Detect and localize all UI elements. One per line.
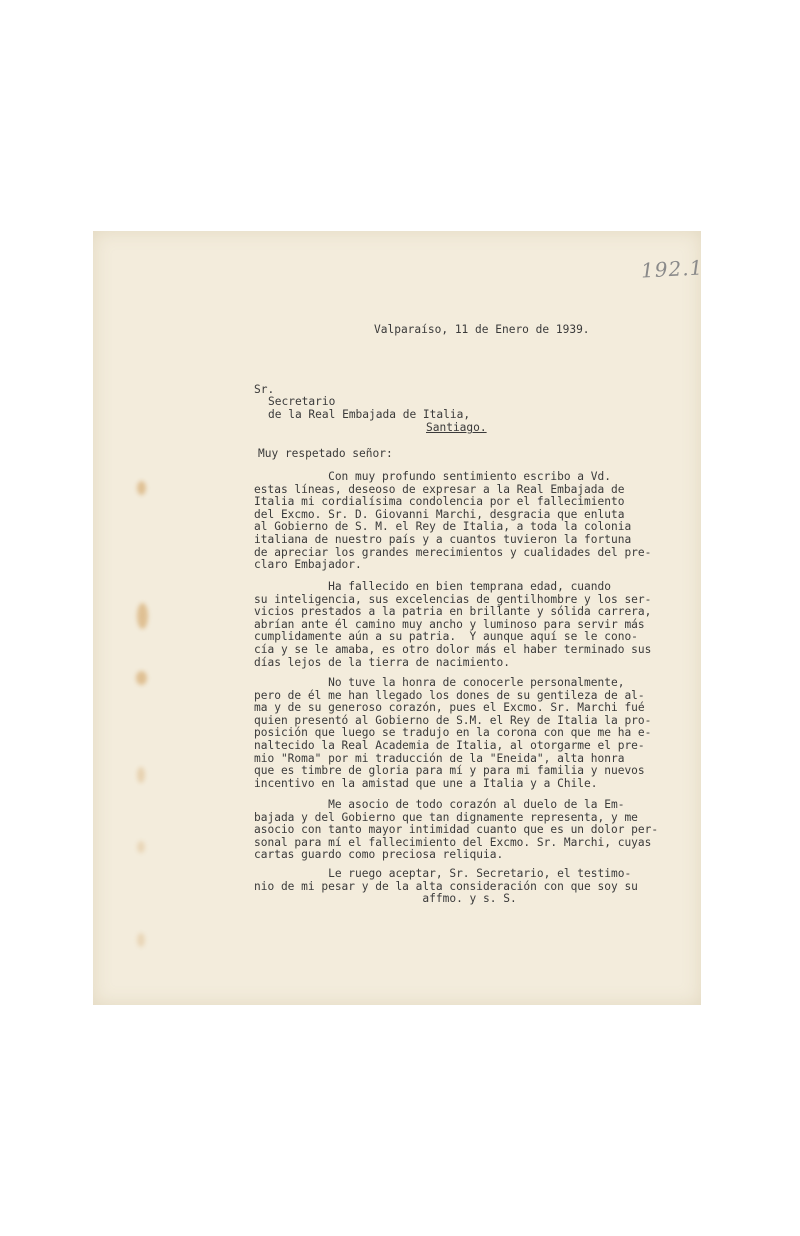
paragraph-line: incentivo en la amistad que une a Italia y a Chile. — [254, 776, 598, 790]
paragraph-line: cumplidamente aún a su patria. Y aunque aquí se le cono- — [254, 630, 638, 644]
paragraph-line: al Gobierno de S. M. el Rey de Italia, a toda la colonia — [254, 520, 632, 534]
paragraph-line: claro Embajador. — [254, 558, 362, 572]
reference-mark: 192.1 — [640, 255, 704, 283]
date-line: Valparaíso, 11 de Enero de 1939. — [374, 323, 590, 336]
paragraph-line: abrían ante él camino muy ancho y luminoso para servir más — [254, 617, 645, 631]
paragraph — [254, 799, 658, 862]
paragraph-line: italiana de nuestro país y a cuantos tuvieron la fortuna — [254, 532, 632, 546]
paragraph-line: que es timbre de gloria para mí y para mi familia y nuevos — [254, 764, 645, 778]
paragraph-line: vicios prestados a la patria en brillante y sólida carrera, — [254, 605, 652, 619]
paragraph-line: días lejos de la tierra de nacimiento. — [254, 655, 510, 669]
paragraph — [254, 581, 651, 669]
salutation: Muy respetado señor: — [258, 447, 393, 460]
recipient-line: Secretario — [268, 395, 336, 408]
paragraph-line: de apreciar los grandes merecimientos y cualidades del pre- — [254, 545, 652, 559]
paragraph-line: pero de él me han llegado los dones de su gentileza de al- — [254, 688, 645, 702]
paragraph — [254, 677, 651, 790]
paragraph-line: asocio con tanto mayor intimidad cuanto que es un dolor per- — [254, 823, 659, 837]
paragraph-line: Italia mi cordialísima condolencia por el fallecimiento — [254, 495, 625, 509]
paragraph-line: Ha fallecido en bien temprana edad, cuando — [254, 580, 611, 593]
paragraph-line: posición que luego se tradujo en la corona con que me ha e- — [254, 726, 652, 740]
paragraph-line: bajada y del Gobierno que tan dignamente representa, y me — [254, 810, 638, 824]
paragraph-line: estas líneas, deseoso de expresar a la Real Embajada de — [254, 482, 625, 496]
paragraph-line: quien presentó al Gobierno de S.M. el Rey de Italia la pro- — [254, 713, 652, 727]
paragraph-line: del Excmo. Sr. D. Giovanni Marchi, desgracia que enluta — [254, 507, 625, 521]
paragraph-line: No tuve la honra de conocerle personalmente, — [254, 676, 625, 689]
paragraph-line: mio "Roma" por mi traducción de la "Eneida", alta honra — [254, 751, 625, 765]
recipient-line: Sr. — [254, 383, 275, 396]
letter-body — [93, 231, 704, 1005]
paragraph — [254, 471, 651, 572]
paragraph-line: ma y de su generoso corazón, pues el Excmo. Sr. Marchi fué — [254, 701, 645, 715]
recipient-city: Santiago. — [426, 421, 487, 434]
paragraph-line: sonal para mí el fallecimiento del Excmo. Sr. Marchi, cuyas — [254, 835, 652, 849]
recipient-line: de la Real Embajada de Italia, — [268, 408, 471, 421]
paragraph — [254, 868, 638, 906]
closing-line: affmo. y s. S. — [254, 892, 517, 906]
paragraph-line: cartas guardo como preciosa reliquia. — [254, 848, 504, 862]
paragraph-line: cía y se le amaba, es otro dolor más el haber terminado sus — [254, 642, 652, 656]
paragraph-line: Le ruego aceptar, Sr. Secretario, el testimo- — [254, 867, 632, 880]
paragraph-line: naltecido la Real Academia de Italia, al otorgarme el pre- — [254, 738, 645, 752]
letter-page — [93, 231, 704, 1005]
paragraph-line: Me asocio de todo corazón al duelo de la Em- — [254, 798, 625, 811]
paragraph-line: nio de mi pesar y de la alta consideración con que soy su — [254, 879, 638, 893]
paragraph-line: su inteligencia, sus excelencias de gentilhombre y los ser- — [254, 592, 652, 606]
paragraph-line: Con muy profundo sentimiento escribo a Vd. — [254, 470, 611, 483]
